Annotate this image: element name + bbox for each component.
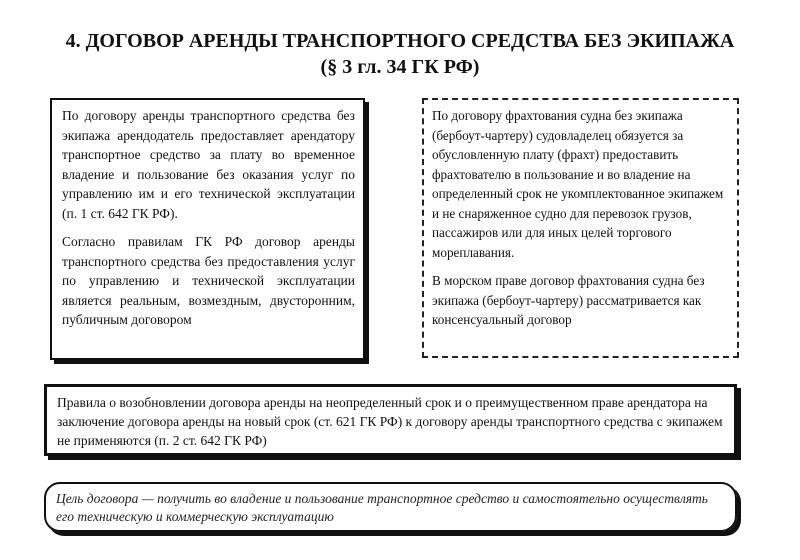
- contract-purpose-text: Цель договора — получить во владение и пользование транспортное средство и самостоятельно осуществлять его техническую и коммерческую эксплуатацию: [56, 491, 708, 524]
- bareboat-maritime-law-text: В морском праве договор фрахтования судна без экипажа (бербоут-чартеру) рассматривается как консенсуальный договор: [432, 273, 705, 327]
- bareboat-definition-text: По договору фрахтования судна без экипажа (бербоут-чартеру) судовладелец обязуется за обусловленную плату (фрахт) предоставить фрахтователю в пользование и во владение на определенный срок не укомплектованное экипажем и не снаряженное судно для перевозок грузов, пассажиров или для иных целей торгового мореплавания.: [432, 108, 724, 260]
- bareboat-charter-box: [422, 98, 739, 358]
- page-title: 4. ДОГОВОР АРЕНДЫ ТРАНСПОРТНОГО СРЕДСТВА БЕЗ ЭКИПАЖА: [65, 30, 735, 52]
- rental-definition-text: По договору аренды транспортного средства без экипажа арендодатель предоставляет арендатору транспортное средство за плату во временное владение и пользование без оказания услуг по управлению им и его технической эксплуатации (п. 1 ст. 642 ГК РФ).: [62, 108, 355, 221]
- rental-definition-box: [50, 98, 365, 360]
- renewal-rules-box: [44, 384, 737, 456]
- rental-characteristics-text: Согласно правилам ГК РФ договор аренды транспортного средства без предоставления услуг по управлению и технической эксплуатации является реальным, возмездным, двусторонним, публичным договором: [62, 234, 355, 327]
- contract-purpose-box: [44, 482, 737, 532]
- page-subtitle: (§ 3 гл. 34 ГК РФ): [320, 56, 480, 78]
- renewal-rules-text: Правила о возобновлении договора аренды на неопределенный срок и о преимущественном праве арендатора на заключение договора аренды на новый срок (ст. 621 ГК РФ) к договору аренды транспортного средства с экипажем не применяются (п. 2 ст. 642 ГК РФ): [57, 395, 723, 448]
